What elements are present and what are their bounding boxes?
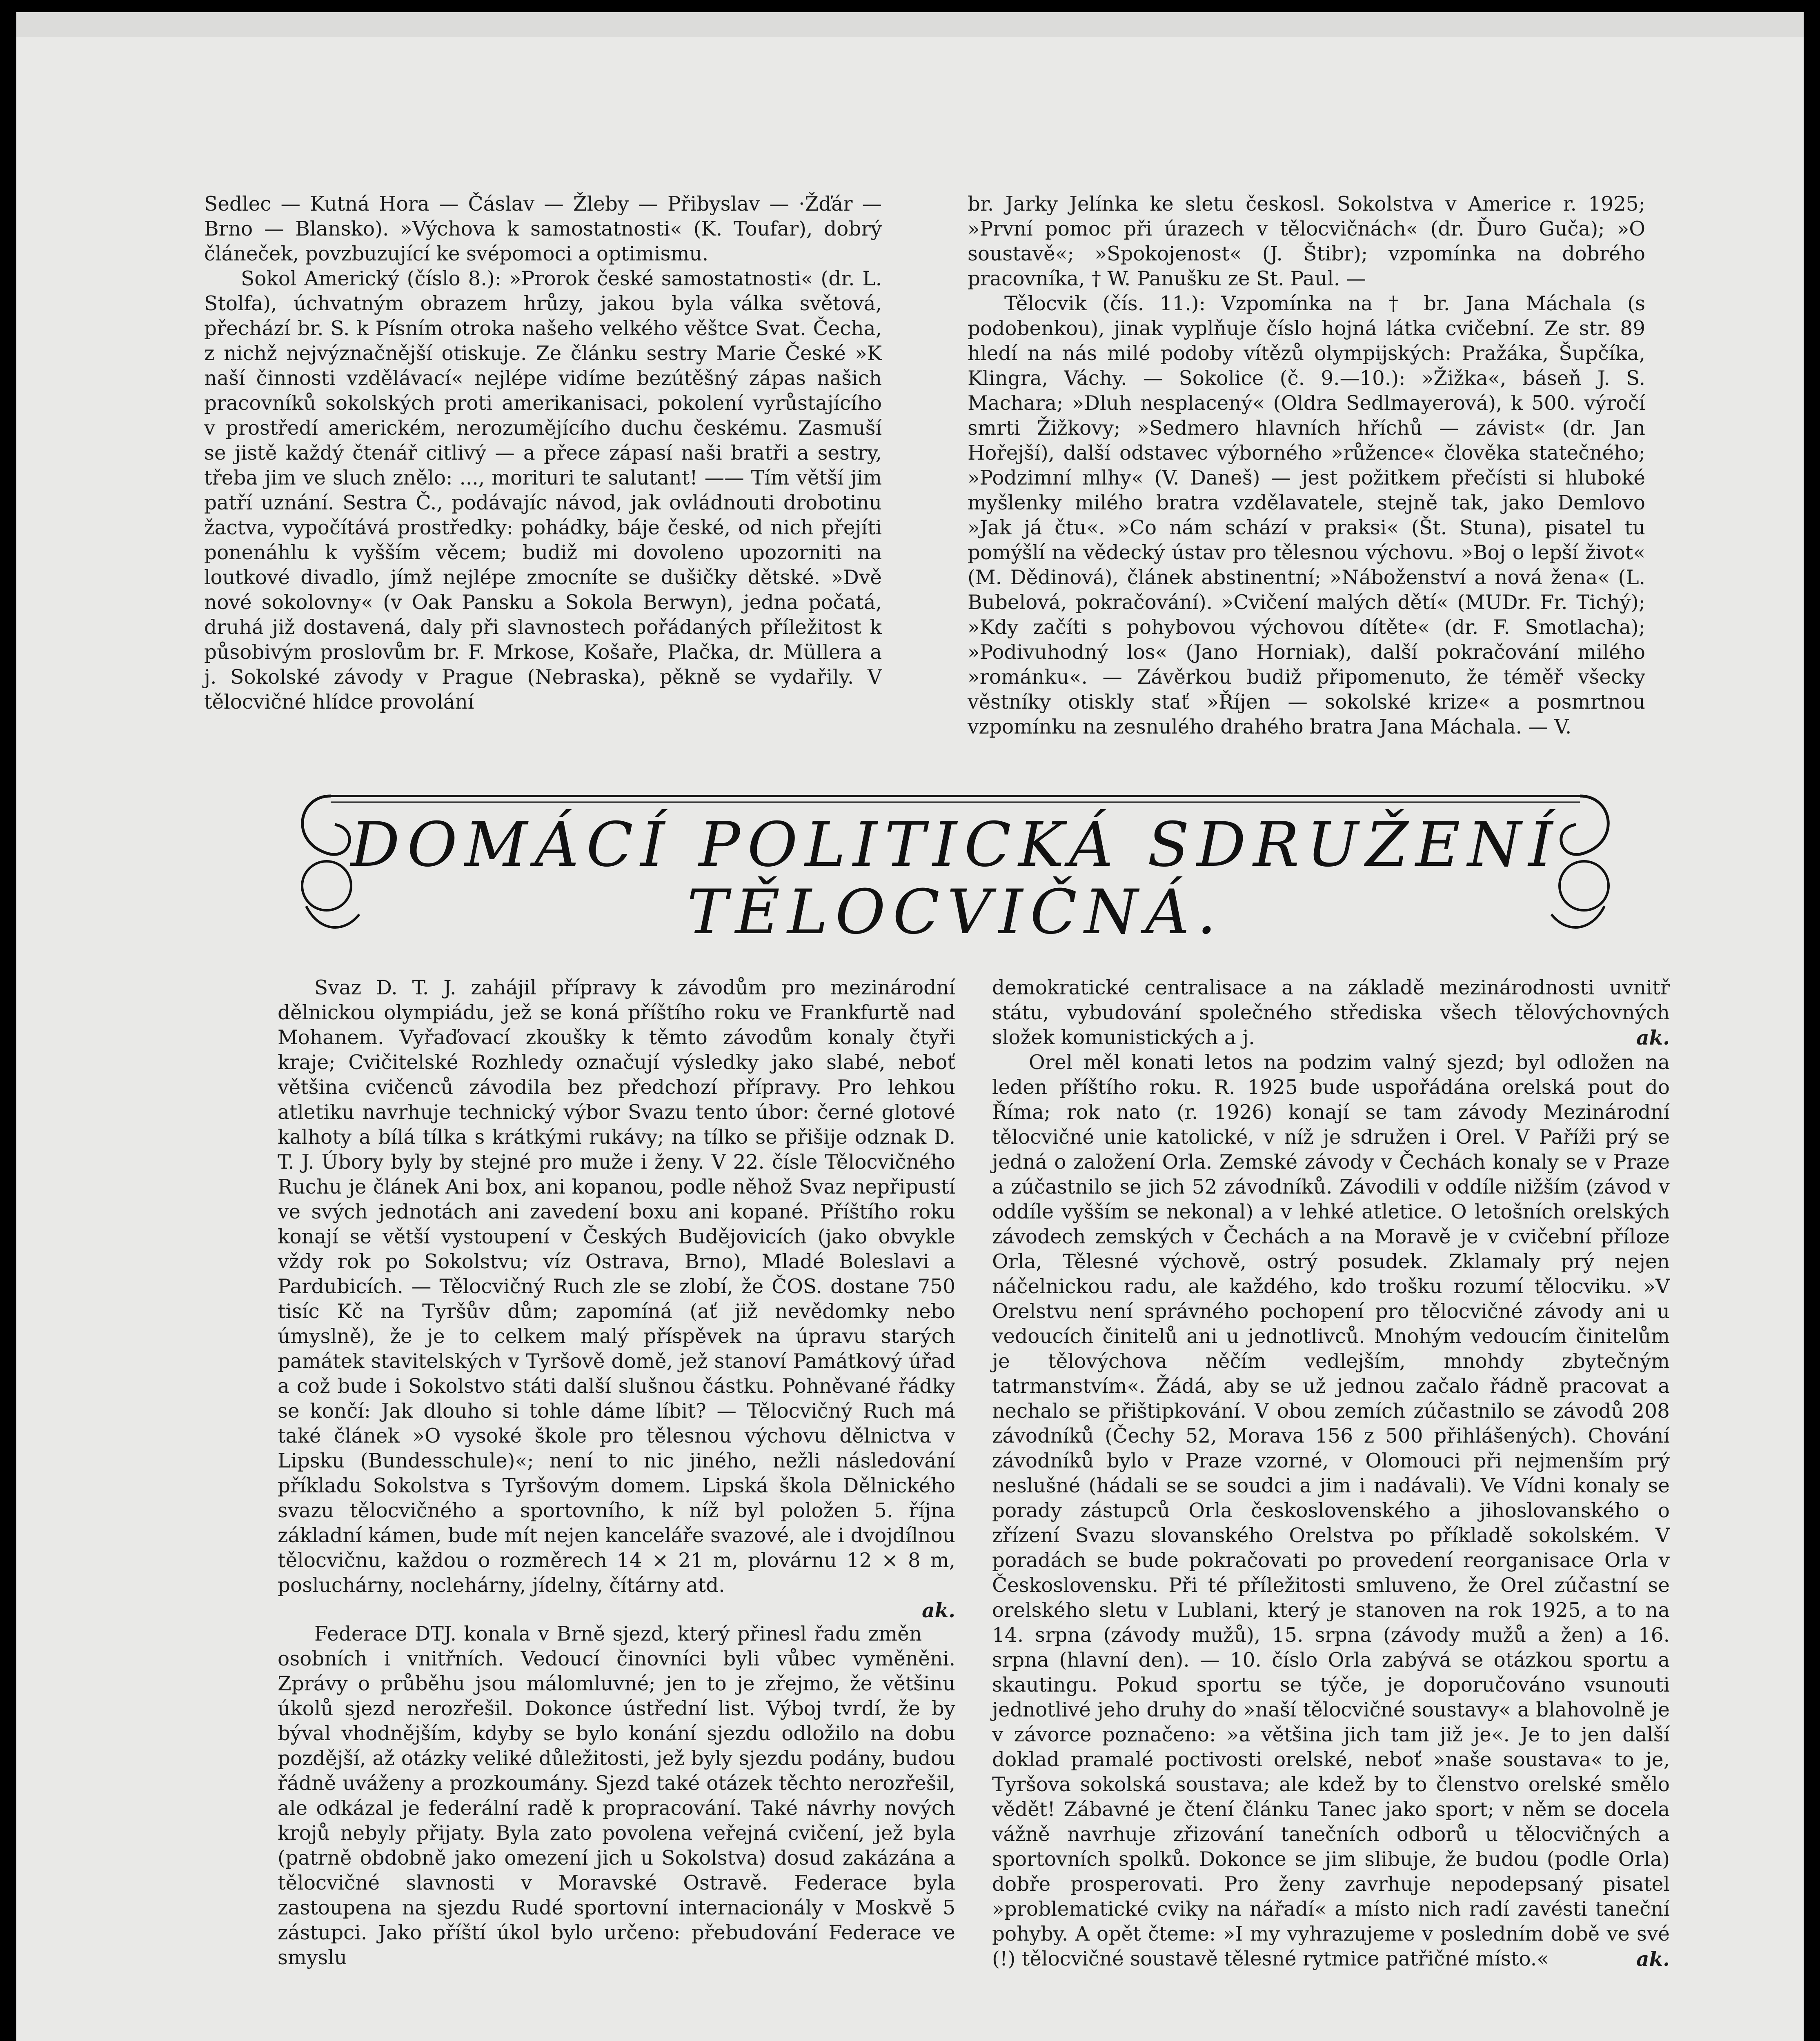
top-left-column bbox=[204, 192, 882, 715]
page bbox=[16, 12, 1804, 2041]
top-right-column bbox=[968, 192, 1645, 740]
signature-federace: ak. bbox=[1636, 1026, 1670, 1049]
paragraph-orel: Orel měl konati letos na podzim valný sjezd; byl odložen na leden příštího roku. R. 1925 bude uspořádána orelská pout do Říma; rok nato (r. 1926) konají se tam závody Mezinárodní tělocvičné unie katolické, v níž je sdružen i Orel. V Paříži prý se jedná o založení Orla. Zemské závody v Čechách konaly se v Praze a zúčastnilo se jich 52 závodníků. Závodili v oddíle nižším (závod v oddíle vyšším se nekonal) a v lehké atletice. O letošních orelských závodech zemských v Čechách a na Moravě je v cvičební příloze Orla, Tělesné výchově, ostrý posudek. Zklamaly prý nejen náčelnickou radu, ale každého, kdo trošku rozumí tělocviku. »V Orelstvu není správného pochopení pro tělocvičné závody ani u vedoucích činitelů ani u jednotlivců. Mnohým vedoucím činitelům je tělovýchova něčím vedlejším, mnohdy zbytečným tatrmanstvím«. Žádá, aby se už jednou začalo řádně pracovat a nechalo se přištipkování. V obou zemích zúčastnilo se závodů 208 závodníků (Čechy 52, Morava 156 z 500 přihlášených). Chování závodníků bylo v Praze vzorné, v Olomouci při nejmenším prý neslušné (hádali se se soudci a jim i nadávali). Ve Vídni konaly se porady zástupců Orla československého a jihoslovanského o zřízení Svazu slovanského Orelstva po příkladě sokolském. V poradách se bude pokračovati po provedení reorganisace Orla v Československu. Při té příležitosti smluveno, že Orel zúčastní se orelského sletu v Lublani, který je stanoven na rok 1925, a to na 14. srpna (závody mužů), 15. srpna (závody mužů a žen) a 16. srpna (hlavní den). — 10. číslo Orla zabývá se otázkou sportu a skautingu. Pokud sportu se týče, je doporučováno vsunouti jednotlivé jeho druhy do »naší tělocvičné soustavy« a blahovolně je v závorce poznačeno: »a většina jich tam již je«. Je to jen další doklad pramalé poctivosti orelské, neboť »naše soustava« to je, Tyršova sokolská soustava; ale kdež by to členstvo orelské smělo vědět! Zábavné je čtení článku Tanec jako sport; v něm se docela vážně navrhuje zřizování tanečních odborů u tělocvičných a sportovních spolků. Dokonce se jim slibuje, že budou (podle Orla) dobře prosperovati. Pro ženy zavrhuje nepodepsaný pisatel »problematické cviky na nářadí« a místo nich radí zavésti taneční pohyby. A opět čteme: »I my vyhrazujeme v posledním době ve své (!) tělocvičné soustavě tělesné rytmice patřičné místo.« ak. bbox=[992, 1051, 1670, 1971]
page-top-shadow bbox=[16, 12, 1804, 37]
signature-orel: ak. bbox=[1636, 1948, 1670, 1971]
heading-line-2: TĚLOCVIČNÁ. bbox=[687, 877, 1224, 948]
paragraph: Sedlec — Kutná Hora — Čáslav — Žleby — Přibyslav — ·Žďár — Brno — Blansko). »Výchova k samostatnosti« (K. Toufar), dobrý článeček, povzbuzující ke svépomoci a optimismu. bbox=[204, 193, 882, 265]
bottom-left-column: Svaz D. T. J. zahájil přípravy k závodům pro mezinárodní dělnickou olympiádu, jež se koná příštího roku ve Frankfurtě nad Mohanem. Vyřaďovací zkoušky k těmto závodům konaly čtyři kraje; Cvičitelské Rozhledy označují výsledky jako slabé, neboť většina cvičenců závodila bez předchozí přípravy. Pro lehkou atletiku navrhuje technický výbor Svazu tento úbor: černé glotové kalhoty a bílá tílka s krátkými rukávy; na tílko se přišije odznak D. T. J. Úbory byly by stejné pro muže i ženy. V 22. čísle Tělocvičného Ruchu je článek Ani box, ani kopanou, podle něhož Svaz nepřipustí ve svých jednotách ani zavedení boxu ani kopané. Příštího roku konají se větší vystoupení v Českých Budějovicích (jako obvykle vždy rok po Sokolstvu; víz Ostrava, Brno), Mladé Boleslavi a Pardubicích. — Tělocvičný Ruch zle se zlobí, že ČOS. dostane 750 tisíc Kč na Tyršův dům; zapomíná (ať již nevědomky nebo úmyslně), že je to celkem malý příspěvek na úpravu starých památek stavitelských v Tyršově domě, jež stanoví Památkový úřad a což bude i Sokolstvo státi další slušnou částku. Pohněvané řádky se končí: Jak dlouho si tohle dáme líbit? — Tělocvičný Ruch má také článek »O vysoké škole pro tělesnou výchovu dělnictva v Lipsku (Bundesschule)«; není to nic jiného, nežli následování příkladu Sokolstva s Tyršovým domem. Lipská škola Dělnického svazu tělocvičného a sportovního, k níž byl položen 5. října základní kámen, bude mít nejen kanceláře svazové, ale i dvojdílnou tělocvičnu, každou o rozměrech 14 × 21 m, plovárnu 12 × 8 m, posluchárny, noclehárny, jídelny, čítárny atd. ak. Federace DTJ. konala v Brně sjezd, který přinesl řadu změn osobních i vnitřních. Vedoucí činovníci byli vůbec vyměněni. Zprávy o průběhu jsou málomluvné; jen to je zřejmo, že většinu úkolů sjezd nerozřešil. Dokonce ústřední list. Výboj tvrdí, že by býval vhodnějším, kdyby se bylo konání sjezdu odložilo na dobu pozdější, až otázky veliké důležitosti, jež byly sjezdu podány, budou řádně uváženy a prozkoumány. Sjezd také otázek těchto nerozřešil, ale odkázal je federální radě k propracování. Také návrhy nových krojů nebyly přijaty. Byla zato povolena veřejná cvičení, jež byla (patrně obdobně jako omezení jich u Sokolstva) dosud zakázána a tělocvičné slavnosti v Moravské Ostravě. Federace byla zastoupena na sjezdu Rudé sportovní internacionály v Moskvě 5 zástupci. Jako příští úkol bylo určeno: přebudování Federace ve smyslu bbox=[278, 976, 955, 1970]
paragraph: Sokol Americký (číslo 8.): »Prorok české samostatnosti« (dr. L. Stolfa), úchvatným obrazem hrůzy, jakou byla válka světová, přechází br. S. k Písním otroka našeho velkého věštce Svat. Čecha, z nichž nejvýznačnější otiskuje. Ze článku sestry Marie České »K naší činnosti vzdělávací« nejlépe vidíme bezútěšný zápas našich pracovníků sokolských proti amerikanisaci, pokolení vyrůstajícího v prostředí americkém, nerozumějícího duchu českému. Zasmuší se jistě každý čtenář citlivý — a přece zápasí naši bratři a sestry, třeba jim ve sluch znělo: ..., morituri te salutant! —— Tím větší jim patří uznání. Sestra Č., podávajíc návod, jak ovládnouti drobotinu žactva, vypočítává prostředky: pohádky, báje české, od nich přejíti ponenáhlu k vyšším věcem; budiž mi dovoleno upozorniti na loutkové divadlo, jímž nejlépe zmocníte se dušičky dětské. »Dvě nové sokolovny« (v Oak Pansku a Sokola Berwyn), jedna počatá, druhá již dostavená, daly při slavnostech pořádaných příležitost k působivým proslovům br. F. Mrkose, Košaře, Plačka, dr. Müllera a j. Sokolské závody v Prague (Nebraska), pěkně se vydařily. V tělocvičné hlídce provolání bbox=[204, 267, 882, 714]
paragraph: br. Jarky Jelínka ke sletu českosl. Sokolstva v Americe r. 1925; »První pomoc při úrazech v tělocvičnách« (dr. Ďuro Guča); »O soustavě«; »Spokojenost« (J. Štibr); vzpomínka na dobrého pracovníka, † W. Panušku ze St. Paul. — bbox=[968, 193, 1645, 290]
paragraph-continuation: demokratické centralisace a na základě mezinárodnosti uvnitř státu, vybudování společného střediska všech tělovýchovných složek komunistických a j. ak. bbox=[992, 976, 1670, 1049]
paragraph-federace: Federace DTJ. konala v Brně sjezd, který přinesl řadu změn osobních i vnitřních. Vedoucí činovníci byli vůbec vyměněni. Zprávy o průběhu jsou málomluvné; jen to je zřejmo, že většinu úkolů sjezd nerozřešil. Dokonce ústřední list. Výboj tvrdí, že by býval vhodnějším, kdyby se bylo konání sjezdu odložilo na dobu pozdější, až otázky veliké důležitosti, jež byly sjezdu podány, budou řádně uváženy a prozkoumány. Sjezd také otázek těchto nerozřešil, ale odkázal je federální radě k propracování. Také návrhy nových krojů nebyly přijaty. Byla zato povolena veřejná cvičení, jež byla (patrně obdobně jako omezení jich u Sokolstva) dosud zakázána a tělocvičné slavnosti v Moravské Ostravě. Federace byla zastoupena na sjezdu Rudé sportovní internacionály v Moskvě 5 zástupci. Jako příští úkol bylo určeno: přebudování Federace ve smyslu bbox=[278, 1623, 955, 1969]
section-heading-banner bbox=[282, 784, 1629, 967]
heading-line-1: DOMÁCÍ POLITICKÁ SDRUŽENÍ bbox=[350, 809, 1560, 880]
paragraph: Tělocvik (čís. 11.): Vzpomínka na † br. Jana Máchala (s podobenkou), jinak vyplňuje číslo hojná látka cvičební. Ze str. 89 hledí na nás milé podoby vítězů olympijských: Pražáka, Šupčíka, Klingra, Váchy. — Sokolice (č. 9.—10.): »Žižka«, báseň J. S. Machara; »Dluh nesplacený« (Oldra Sedlmayerová), k 500. výročí smrti Žižkovy; »Sedmero hlavních hříchů — závist« (dr. Jan Hořejší), další odstavec výborného »růžence« člověka statečného; »Podzimní mlhy« (V. Daneš) — jest požitkem přečísti si hluboké myšlenky milého bratra vzdělavatele, stejně tak, jako Demlovo »Jak já čtu«. »Co nám schází v praksi« (Št. Stuna), pisatel tu pomýšlí na vědecký ústav pro tělesnou výchovu. »Boj o lepší život« (M. Dědinová), článek abstinentní; »Náboženství a nová žena« (L. Bubelová, pokračování). »Cvičení malých dětí« (MUDr. Fr. Tichý); »Kdy začíti s pohybovou výchovou dítěte« (dr. F. Smotlacha); »Podivuhodný los« (Jano Horniak), další pokračování milého »románku«. — Závěrkou budiž připomenuto, že téměř všecky věstníky otiskly stať »Říjen — sokolské krize« a posmrtnou vzpomínku na zesnulého drahého bratra Jana Máchala. — V. bbox=[968, 292, 1645, 738]
paragraph-svaz: Svaz D. T. J. zahájil přípravy k závodům pro mezinárodní dělnickou olympiádu, jež se koná příštího roku ve Frankfurtě nad Mohanem. Vyřaďovací zkoušky k těmto závodům konaly čtyři kraje; Cvičitelské Rozhledy označují výsledky jako slabé, neboť většina cvičenců závodila bez předchozí přípravy. Pro lehkou atletiku navrhuje technický výbor Svazu tento úbor: černé glotové kalhoty a bílá tílka s krátkými rukávy; na tílko se přišije odznak D. T. J. Úbory byly by stejné pro muže i ženy. V 22. čísle Tělocvičného Ruchu je článek Ani box, ani kopanou, podle něhož Svaz nepřipustí ve svých jednotách ani zavedení boxu ani kopané. Příštího roku konají se větší vystoupení v Českých Budějovicích (jako obvykle vždy rok po Sokolstvu; víz Ostrava, Brno), Mladé Boleslavi a Pardubicích. — Tělocvičný Ruch zle se zlobí, že ČOS. dostane 750 tisíc Kč na Tyršův dům; zapomíná (ať již nevědomky nebo úmyslně), že je to celkem malý příspěvek na úpravu starých památek stavitelských v Tyršově domě, jež stanoví Památkový úřad a což bude i Sokolstvo státi další slušnou částku. Pohněvané řádky se končí: Jak dlouho si tohle dáme líbit? — Tělocvičný Ruch má také článek »O vysoké škole pro tělesnou výchovu dělnictva v Lipsku (Bundesschule)«; není to nic jiného, nežli následování příkladu Sokolstva s Tyršovým domem. Lipská škola Dělnického svazu tělocvičného a sportovního, k níž byl položen 5. října základní kámen, bude mít nejen kanceláře svazové, ale i dvojdílnou tělocvičnu, každou o rozměrech 14 × 21 m, plovárnu 12 × 8 m, posluchárny, noclehárny, jídelny, čítárny atd. bbox=[278, 976, 955, 1597]
bottom-right-column bbox=[992, 976, 1670, 1972]
